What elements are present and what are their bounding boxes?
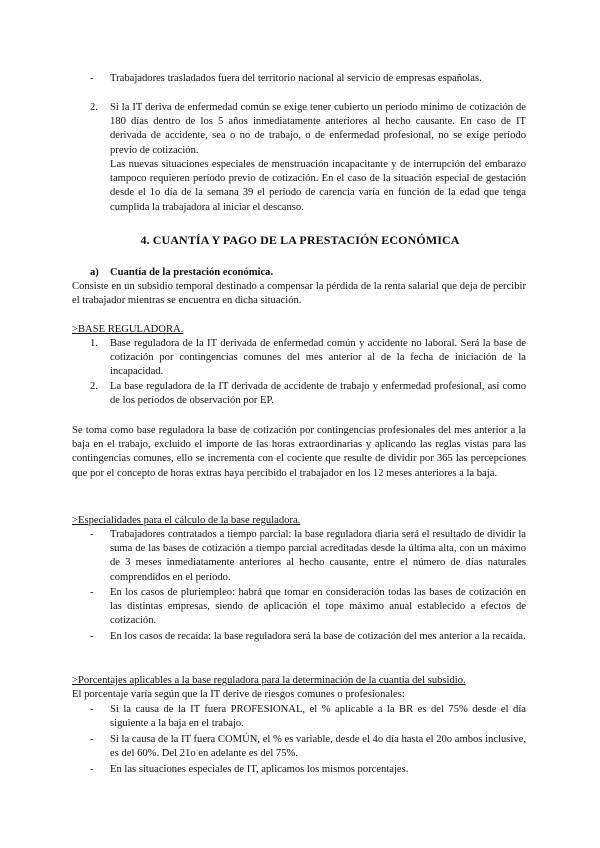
section-title: 4. CUANTÍA Y PAGO DE LA PRESTACIÓN ECONÓMICA — [140, 233, 460, 247]
subsection-a-text: Consiste en un subsidio temporal destinado a compensar la pérdida de la renta salarial que deja de percibir el trabajador mientras se encuentra en dicha situación. — [72, 281, 526, 307]
especialidades-heading: >Especialidades para el cálculo de la base reguladora. — [72, 515, 301, 526]
item-number: 2. — [90, 381, 98, 392]
porcentajes-intro: El porcentaje varía según que la IT derive de riesgos comunes o profesionales: — [72, 689, 405, 700]
item-2-paragraph-2: Las nuevas situaciones especiales de menstruación incapacitante y de interrupción del embarazo tampoco requieren período previo de cotización. En el caso de la situación especial de gestación desde el 1o día de la semana 39 el período de carencia varía en función de la edad que tenga cumplida la trabajadora al iniciar el descanso. — [110, 159, 526, 213]
bullet-dash: - — [90, 587, 94, 598]
bullet-dash: - — [90, 631, 94, 642]
bullet-dash: - — [90, 704, 94, 715]
especialidades-text: En los casos de recaída: la base reguladora será la base de cotización del mes anterior a la recaída. — [110, 631, 526, 642]
bullet-dash: - — [90, 764, 94, 775]
subsection-a-title: Cuantía de la prestación económica. — [110, 267, 274, 278]
intro-bullet-text: Trabajadores trasladados fuera del territorio nacional al servicio de empresas españolas. — [110, 73, 482, 84]
base-reguladora-paragraph: Se toma como base reguladora la base de cotización por contingencias profesionales del mes anterior a la baja en el trabajo, excluido el importe de las horas extraordinarias y aplicando las reglas vistas para las contingencias comunes, ello se incrementa con el cociente que resulte de dividir por 365 las percepciones que por el concepto de horas extras haya percibido el trabajador en los 12 meses anteriores a la baja. — [72, 425, 526, 479]
item-2-number: 2. — [90, 102, 98, 113]
item-text: Base reguladora de la IT derivada de enfermedad común y accidente no laboral. Será la base de cotización por contingencias comunes del mes anterior al de la fecha de iniciación de la incapacidad. — [110, 338, 526, 378]
bullet-dash: - — [90, 73, 94, 84]
porcentajes-heading: >Porcentajes aplicables a la base reguladora para la determinación de la cuantía del subsidio. — [72, 675, 466, 686]
bullet-dash: - — [90, 734, 94, 745]
porcentajes-text: Si la causa de la IT fuera PROFESIONAL, el % aplicable a la BR es del 75% desde el día siguiente a la baja en el trabajo. — [110, 704, 526, 730]
base-reguladora-heading: >BASE REGULADORA. — [72, 324, 184, 335]
porcentajes-text: En las situaciones especiales de IT, aplicamos los mismos porcentajes. — [110, 764, 409, 775]
subsection-a-marker: a) — [90, 267, 99, 278]
item-number: 1. — [90, 338, 98, 349]
especialidades-text: Trabajadores contratados a tiempo parcial: la base reguladora diaria será el resultado de dividir la suma de las bases de cotización a tiempo parcial acreditadas desde la última alta, con un máximo de 3 meses inmediatamente anteriores al hecho causante, entre el número de días naturales comprendidos en el período. — [110, 529, 526, 583]
especialidades-text: En los casos de pluriempleo: habrá que tomar en consideración todas las bases de cotización en las distintas empresas, siendo de aplicación el tope máximo anual establecido a efectos de cotización. — [110, 587, 526, 627]
bullet-dash: - — [90, 529, 94, 540]
item-text: La base reguladora de la IT derivada de accidente de trabajo y enfermedad profesional, así como de los períodos de observación por EP. — [110, 381, 526, 407]
porcentajes-text: Si la causa de la IT fuera COMÚN, el % es variable, desde el 4o día hasta el 20o ambos inclusive, es del 60%. Del 21o en adelante es del 75%. — [110, 734, 526, 760]
item-2-paragraph-1: Si la IT deriva de enfermedad común se exige tener cubierto un período mínimo de cotización de 180 días dentro de los 5 años inmediatamente anteriores al hecho causante. En caso de IT derivada de accidente, sea o no de trabajo, o de enfermedad profesional, no se exige período previo de cotización. — [110, 102, 526, 156]
